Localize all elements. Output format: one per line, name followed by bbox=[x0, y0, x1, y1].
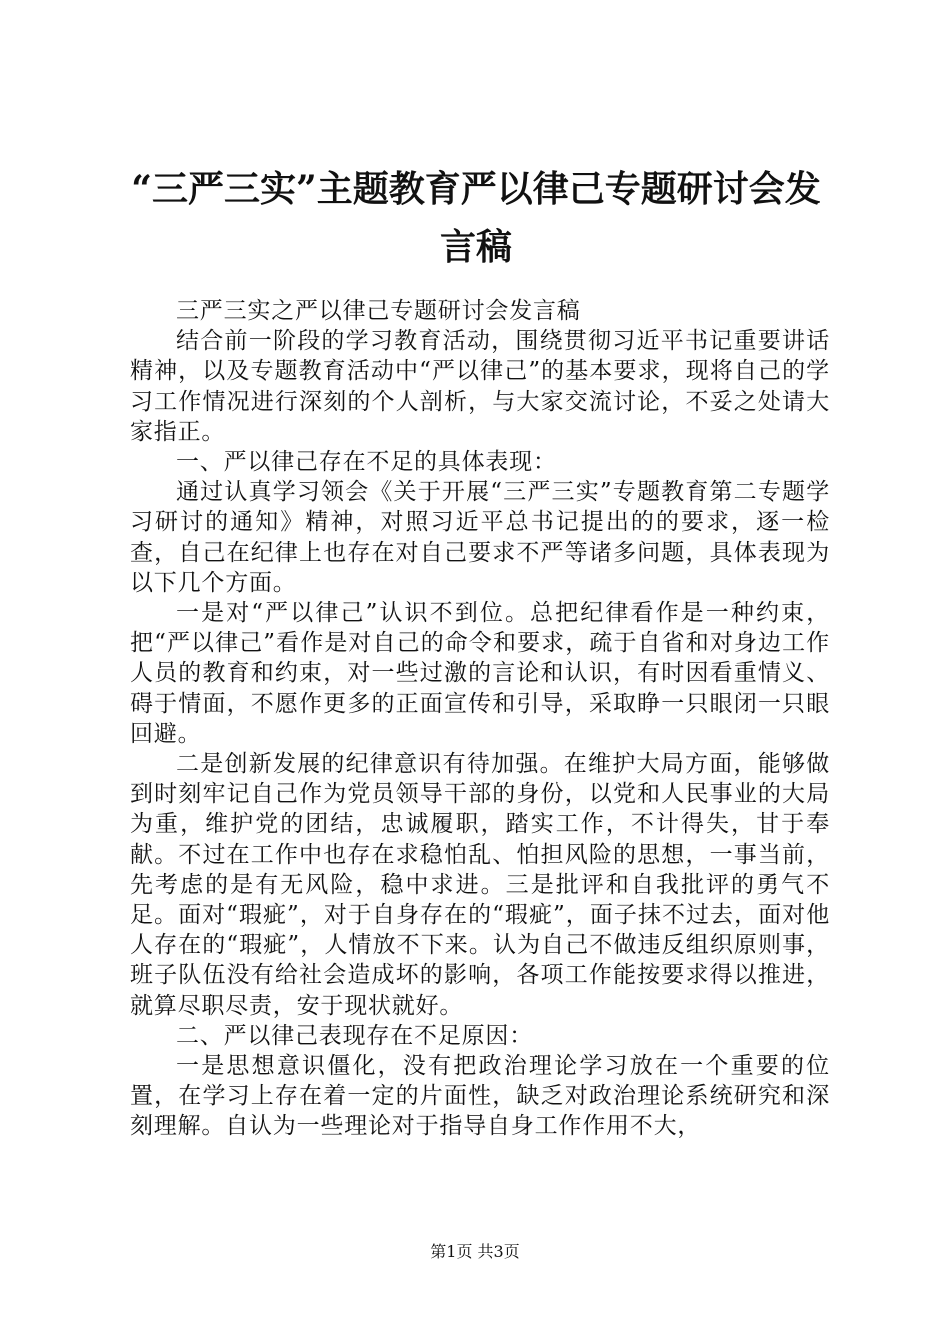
section-heading-1: 一、严以律己存在不足的具体表现： bbox=[176, 449, 557, 476]
page-footer: 第1页 共3页 bbox=[430, 1242, 520, 1261]
section-heading-2: 二、严以律己表现存在不足原因： bbox=[176, 1022, 533, 1049]
paragraph: 一是对“严以律己”认识不到位。总把纪律看作是一种约束，把“严以律己”看作是对自己的命令和要求，疏于自省和对身边工作人员的教育和约束，对一些过激的言论和认识，有时因看重情义、碍于情面，不愿作更多的正面宣传和引导，采取睁一只眼闭一只眼回避。 bbox=[130, 600, 830, 747]
paragraph: 通过认真学习领会《关于开展“三严三实”专题教育第二专题学习研讨的通知》精神，对照习近平总书记提出的的要求，逐一检查，自己在纪律上也存在对自己要求不严等诸多问题，具体表现为以下几个方面。 bbox=[130, 479, 830, 596]
paragraph-intro: 结合前一阶段的学习教育活动，围绕贯彻习近平书记重要讲话精神，以及专题教育活动中“严以律己”的基本要求，现将自己的学习工作情况进行深刻的个人剖析，与大家交流讨论，不妥之处请大家指正。 bbox=[130, 328, 830, 445]
paragraph-subtitle: 三严三实之严以律己专题研讨会发言稿 bbox=[176, 298, 581, 324]
paragraph: 一是思想意识僵化，没有把政治理论学习放在一个重要的位置，在学习上存在着一定的片面性，缺乏对政治理论系统研究和深刻理解。自认为一些理论对于指导自身工作作用不大， bbox=[130, 1053, 830, 1140]
paragraph: 二是创新发展的纪律意识有待加强。在维护大局方面，能够做到时刻牢记自己作为党员领导干部的身份，以党和人民事业的大局为重，维护党的团结，忠诚履职，踏实工作，不计得失，甘于奉献。不过在工作中也存在求稳怕乱、怕担风险的思想，一事当前，先考虑的是有无风险，稳中求进。三是批评和自我批评的勇气不足。面对“瑕疵”，对于自身存在的“瑕疵”，面子抹不过去，面对他人存在的“瑕疵”，人情放不下来。认为自己不做违反组织原则事，班子队伍没有给社会造成坏的影响，各项工作能按要求得以推进，就算尽职尽责，安于现状就好。 bbox=[130, 751, 830, 1019]
document-body bbox=[130, 296, 830, 1142]
document-title: “三严三实”主题教育严以律己专题研讨会发言稿 bbox=[131, 168, 821, 268]
